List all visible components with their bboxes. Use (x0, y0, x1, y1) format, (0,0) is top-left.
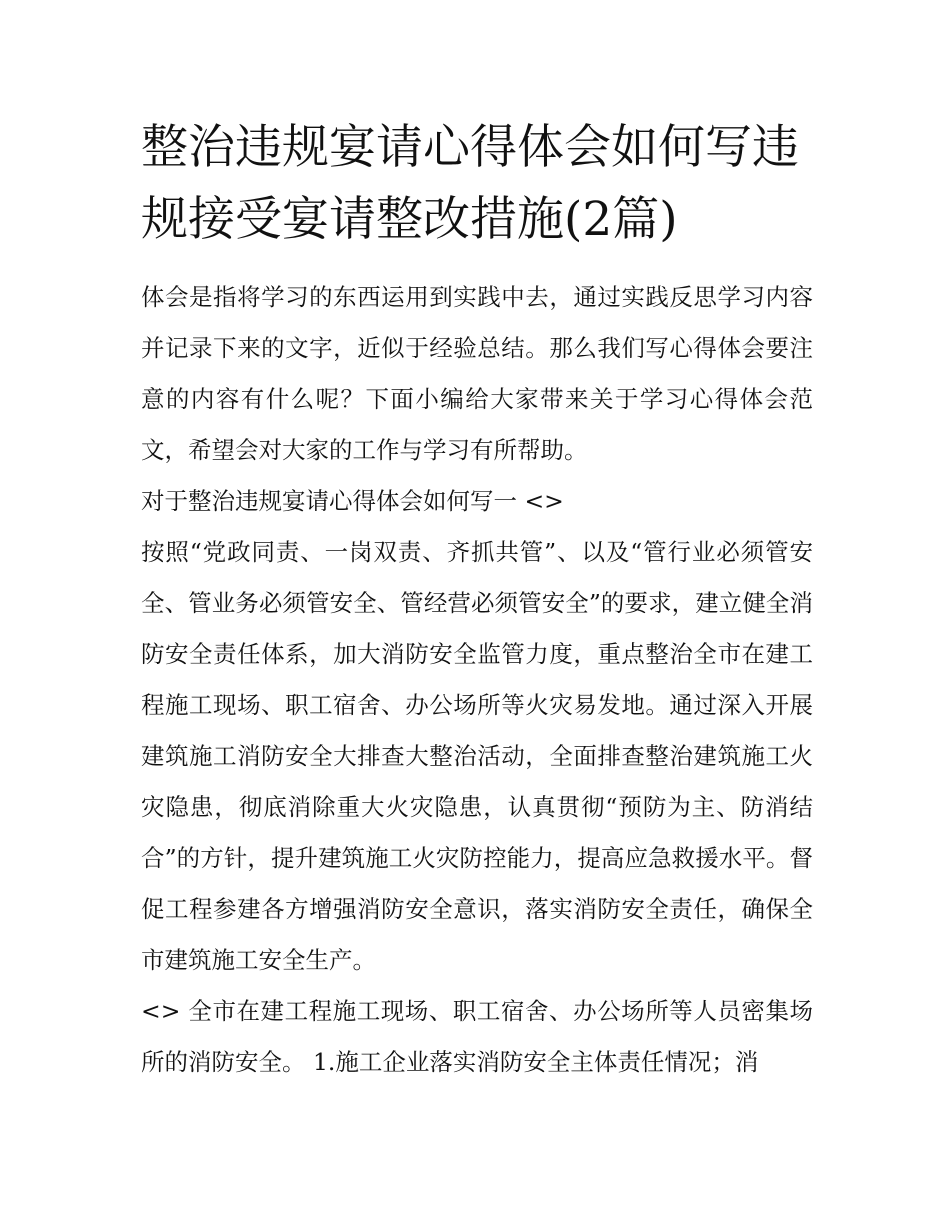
intro-paragraph: 体会是指将学习的东西运用到实践中去，通过实践反思学习内容并记录下来的文字，近似于经验总结。那么我们写心得体会要注意的内容有什么呢？下面小编给大家带来关于学习心得体会范文，希望会对大家的工作与学习有所帮助。 (141, 283, 813, 464)
document-body (141, 112, 813, 1088)
document-title: 整治违规宴请心得体会如何写违规接受宴请整改措施(2篇) (141, 120, 799, 247)
section-heading: 对于整治违规宴请心得体会如何写一 <> (141, 487, 564, 515)
scope-paragraph: <> 全市在建工程施工现场、职工宿舍、办公场所等人员密集场所的消防安全。 1.施工企业落实消防安全主体责任情况；消 (141, 997, 813, 1076)
body-paragraph: 按照“党政同责、一岗双责、齐抓共管”、以及“管行业必须管安全、管业务必须管安全、管经营必须管安全”的要求，建立健全消防安全责任体系，加大消防安全监管力度，重点整治全市在建工程施工现场、职工宿舍、办公场所等火灾易发地。通过深入开展建筑施工消防安全大排查大整治活动，全面排查整治建筑施工火灾隐患，彻底消除重大火灾隐患，认真贯彻“预防为主、防消结合”的方针，提升建筑施工火灾防控能力，提高应急救援水平。督促工程参建各方增强消防安全意识，落实消防安全责任，确保全市建筑施工安全生产。 (141, 538, 813, 974)
